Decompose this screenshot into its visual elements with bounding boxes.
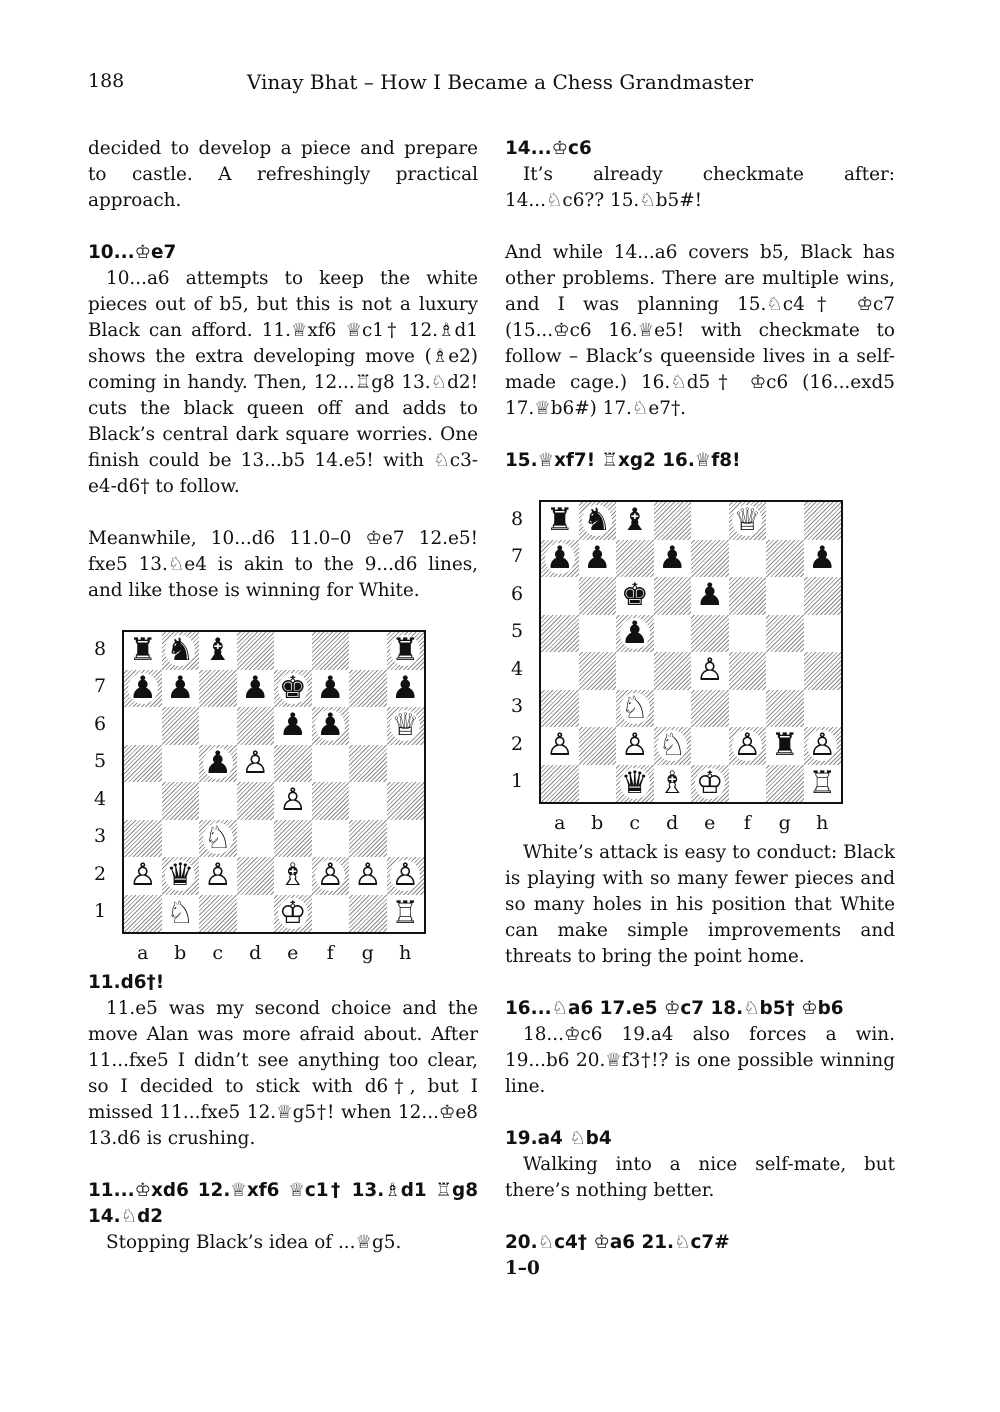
square-g3 [349, 820, 387, 858]
chess-piece-icon: ♟ [391, 669, 420, 706]
chess-piece-icon: ♝ [203, 632, 232, 669]
square-c5 [616, 615, 654, 653]
rank-label: 4 [511, 657, 524, 680]
rank-label: 8 [94, 637, 107, 660]
paragraph: Meanwhile, 10...d6 11.0–0 ♔e7 12.e5! fxe5 13.♘e4 is akin to the 9...d6 lines, and like those is winning for White. [88, 528, 478, 601]
square-d7 [654, 540, 692, 578]
square-f4 [729, 652, 767, 690]
square-h2 [804, 727, 842, 765]
rank-label: 8 [511, 507, 524, 530]
square-e7 [691, 540, 729, 578]
paragraph: Stopping Black’s idea of ...♕g5. [106, 1232, 402, 1253]
square-h1 [387, 895, 425, 933]
square-b5 [579, 615, 617, 653]
chess-piece-icon: ♟ [203, 744, 232, 781]
file-labels [541, 804, 843, 836]
square-a4 [541, 652, 579, 690]
chess-piece-icon: ♙ [808, 727, 837, 764]
square-c4 [199, 782, 237, 820]
file-label: f [326, 942, 334, 964]
square-g5 [349, 745, 387, 783]
square-h5 [804, 615, 842, 653]
rank-label: 7 [511, 545, 524, 568]
paragraph: White’s attack is easy to conduct: Black is playing with so many fewer pieces and so many holes in his position that White can make simple improvements and threats to bring the point home. [505, 842, 895, 967]
chess-piece-icon: ♞ [166, 632, 195, 669]
rank-label: 5 [94, 750, 107, 773]
chess-piece-icon: ♜ [770, 727, 799, 764]
square-a2 [124, 857, 162, 895]
square-c1 [616, 765, 654, 803]
square-d8 [237, 632, 275, 670]
square-f3 [312, 820, 350, 858]
square-g3 [766, 690, 804, 728]
square-c2 [199, 857, 237, 895]
square-e8 [274, 632, 312, 670]
square-c3 [199, 820, 237, 858]
square-c7 [616, 540, 654, 578]
square-b2 [579, 727, 617, 765]
square-g7 [349, 670, 387, 708]
rank-labels [88, 630, 122, 934]
square-a8 [541, 502, 579, 540]
square-b1 [579, 765, 617, 803]
square-e8 [691, 502, 729, 540]
file-label: c [212, 942, 224, 964]
square-b5 [162, 745, 200, 783]
rank-label: 1 [94, 900, 107, 923]
chess-piece-icon: ♛ [620, 764, 649, 801]
rank-label: 6 [511, 582, 524, 605]
square-c4 [616, 652, 654, 690]
move-heading: 15.♕xf7! ♖xg2 16.♕f8! [505, 450, 741, 471]
chess-piece-icon: ♜ [545, 502, 574, 539]
rank-label: 6 [94, 712, 107, 735]
chess-piece-icon: ♟ [166, 669, 195, 706]
square-a3 [124, 820, 162, 858]
file-label: h [399, 942, 412, 964]
square-h7 [804, 540, 842, 578]
page-number: 188 [88, 70, 125, 92]
square-e3 [274, 820, 312, 858]
rank-label: 3 [94, 825, 107, 848]
square-c6 [199, 707, 237, 745]
square-d6 [654, 577, 692, 615]
file-label: g [361, 942, 374, 964]
chess-piece-icon: ♜ [128, 632, 157, 669]
right-column [505, 136, 895, 1282]
square-b4 [579, 652, 617, 690]
rank-labels [505, 500, 539, 804]
rank-label: 2 [511, 732, 524, 755]
chess-piece-icon: ♝ [620, 502, 649, 539]
chess-piece-icon: ♙ [545, 727, 574, 764]
square-g4 [349, 782, 387, 820]
chess-piece-icon: ♙ [733, 727, 762, 764]
square-e4 [691, 652, 729, 690]
chess-piece-icon: ♚ [278, 669, 307, 706]
square-g4 [766, 652, 804, 690]
move-heading: 11...♔xd6 12.♕xf6 ♕c1† 13.♗d1 ♖g8 14.♘d2 [88, 1180, 478, 1227]
square-c3 [616, 690, 654, 728]
board-with-ranks [88, 630, 426, 934]
chess-piece-icon: ♘ [620, 689, 649, 726]
chess-piece-icon: ♖ [808, 764, 837, 801]
chess-piece-icon: ♘ [203, 819, 232, 856]
square-c8 [199, 632, 237, 670]
square-a7 [541, 540, 579, 578]
square-d4 [654, 652, 692, 690]
chess-piece-icon: ♛ [166, 857, 195, 894]
chess-piece-icon: ♔ [695, 764, 724, 801]
square-a1 [124, 895, 162, 933]
paragraph: Walking into a nice self-mate, but there’s nothing better. [505, 1154, 895, 1201]
square-f2 [312, 857, 350, 895]
chess-piece-icon: ♙ [620, 727, 649, 764]
square-g1 [349, 895, 387, 933]
chess-piece-icon: ♙ [391, 857, 420, 894]
file-label: e [704, 812, 716, 834]
square-c5 [199, 745, 237, 783]
move-heading: 19.a4 ♘b4 [505, 1128, 612, 1149]
square-e1 [274, 895, 312, 933]
square-a5 [541, 615, 579, 653]
move-heading: 10...♔e7 [88, 242, 177, 263]
square-e5 [691, 615, 729, 653]
square-b7 [579, 540, 617, 578]
file-label: b [174, 942, 187, 964]
square-c8 [616, 502, 654, 540]
chess-piece-icon: ♜ [391, 632, 420, 669]
square-b2 [162, 857, 200, 895]
chess-piece-icon: ♗ [658, 764, 687, 801]
square-c7 [199, 670, 237, 708]
chess-piece-icon: ♔ [278, 894, 307, 931]
square-c1 [199, 895, 237, 933]
file-label: d [666, 812, 679, 834]
board-with-ranks [505, 500, 843, 804]
chess-piece-icon: ♟ [316, 669, 345, 706]
chess-piece-icon: ♙ [316, 857, 345, 894]
square-e6 [691, 577, 729, 615]
chess-piece-icon: ♙ [353, 857, 382, 894]
paragraph: 10...a6 attempts to keep the white pieces out of b5, but this is not a luxury Black can afford. 11.♕xf6 ♕c1† 12.♗d1 shows the extra developing move (♗e2) coming in handy. Then, 12...♖g8 13.♘d2! cuts the black queen off and adds to Black’s central dark square worries. One finish could be 13...b5 14.e5! with ♘c3-e4-d6† to follow. [88, 268, 478, 497]
square-f6 [312, 707, 350, 745]
chess-piece-icon: ♙ [203, 857, 232, 894]
rank-label: 2 [94, 862, 107, 885]
square-d7 [237, 670, 275, 708]
square-b7 [162, 670, 200, 708]
square-d8 [654, 502, 692, 540]
file-label: d [249, 942, 262, 964]
square-e3 [691, 690, 729, 728]
square-e6 [274, 707, 312, 745]
file-label: a [554, 812, 566, 834]
square-g6 [766, 577, 804, 615]
square-e2 [691, 727, 729, 765]
square-h6 [387, 707, 425, 745]
square-a5 [124, 745, 162, 783]
square-b8 [162, 632, 200, 670]
square-f7 [312, 670, 350, 708]
rank-label: 5 [511, 620, 524, 643]
file-label: g [778, 812, 791, 834]
file-label: h [816, 812, 829, 834]
square-f2 [729, 727, 767, 765]
square-h4 [804, 652, 842, 690]
square-a3 [541, 690, 579, 728]
square-e2 [274, 857, 312, 895]
square-h5 [387, 745, 425, 783]
square-g7 [766, 540, 804, 578]
chess-diagram-2 [505, 500, 895, 836]
game-result: 1–0 [505, 1258, 540, 1279]
square-a1 [541, 765, 579, 803]
square-a8 [124, 632, 162, 670]
rank-label: 7 [94, 675, 107, 698]
square-a7 [124, 670, 162, 708]
chess-piece-icon: ♟ [808, 539, 837, 576]
square-d3 [237, 820, 275, 858]
paragraph: 11.e5 was my second choice and the move Alan was more afraid about. After 11...fxe5 I didn’t see anything too clear, so I decided to stick with d6†, but I missed 11...fxe5 12.♕g5†! when 12...♔e8 13.d6 is crushing. [88, 998, 478, 1149]
chess-piece-icon: ♟ [620, 614, 649, 651]
square-e5 [274, 745, 312, 783]
file-label: b [591, 812, 604, 834]
paragraph: 18...♔c6 19.a4 also forces a win. 19...b6 20.♕f3†!? is one possible winning line. [505, 1024, 895, 1097]
square-e4 [274, 782, 312, 820]
chess-piece-icon: ♚ [620, 577, 649, 614]
square-e1 [691, 765, 729, 803]
square-g2 [766, 727, 804, 765]
square-g2 [349, 857, 387, 895]
paragraph: decided to develop a piece and prepare to castle. A refreshingly practical approach. [88, 138, 478, 211]
move-heading: 20.♘c4† ♔a6 21.♘c7# [505, 1232, 730, 1253]
chess-piece-icon: ♟ [241, 669, 270, 706]
chess-piece-icon: ♞ [583, 502, 612, 539]
square-f1 [312, 895, 350, 933]
square-b3 [162, 820, 200, 858]
square-h3 [804, 690, 842, 728]
square-b3 [579, 690, 617, 728]
chess-piece-icon: ♖ [391, 894, 420, 931]
chess-diagram-1 [88, 630, 478, 966]
square-f1 [729, 765, 767, 803]
square-d2 [654, 727, 692, 765]
square-c6 [616, 577, 654, 615]
chess-board [539, 500, 843, 804]
chess-piece-icon: ♟ [695, 577, 724, 614]
chess-piece-icon: ♟ [658, 539, 687, 576]
square-b8 [579, 502, 617, 540]
square-d4 [237, 782, 275, 820]
square-a6 [541, 577, 579, 615]
square-c2 [616, 727, 654, 765]
chess-piece-icon: ♙ [128, 857, 157, 894]
square-d5 [654, 615, 692, 653]
chess-piece-icon: ♟ [316, 707, 345, 744]
square-a2 [541, 727, 579, 765]
chess-piece-icon: ♘ [658, 727, 687, 764]
chess-piece-icon: ♙ [695, 652, 724, 689]
square-f4 [312, 782, 350, 820]
square-g5 [766, 615, 804, 653]
square-e7 [274, 670, 312, 708]
square-h3 [387, 820, 425, 858]
square-g1 [766, 765, 804, 803]
file-label: a [137, 942, 149, 964]
file-label: c [629, 812, 641, 834]
square-b6 [579, 577, 617, 615]
square-g8 [766, 502, 804, 540]
running-head: Vinay Bhat – How I Became a Chess Grandmaster [246, 70, 754, 94]
square-d1 [237, 895, 275, 933]
square-d3 [654, 690, 692, 728]
move-heading: 14...♔c6 [505, 138, 592, 159]
square-f6 [729, 577, 767, 615]
chess-piece-icon: ♟ [278, 707, 307, 744]
paragraph: It’s already checkmate after: 14...♘c6?? 15.♘b5#! [505, 164, 895, 211]
square-d6 [237, 707, 275, 745]
square-d2 [237, 857, 275, 895]
square-h7 [387, 670, 425, 708]
file-label: f [743, 812, 751, 834]
rank-label: 3 [511, 695, 524, 718]
chess-piece-icon: ♕ [733, 502, 762, 539]
square-b6 [162, 707, 200, 745]
square-g6 [349, 707, 387, 745]
chess-piece-icon: ♘ [166, 894, 195, 931]
square-h1 [804, 765, 842, 803]
rank-label: 4 [94, 787, 107, 810]
rank-label: 1 [511, 770, 524, 793]
square-f8 [312, 632, 350, 670]
file-labels [124, 934, 426, 966]
square-a6 [124, 707, 162, 745]
square-d5 [237, 745, 275, 783]
square-f5 [729, 615, 767, 653]
square-f3 [729, 690, 767, 728]
file-label: e [287, 942, 299, 964]
square-a4 [124, 782, 162, 820]
square-h4 [387, 782, 425, 820]
square-b1 [162, 895, 200, 933]
paragraph: And while 14...a6 covers b5, Black has other problems. There are multiple wins, and I was planning 15.♘c4† ♔c7 (15...♔c6 16.♕e5! with checkmate to follow – Black’s queenside lives in a self-made cage.) 16.♘d5† ♔c6 (16...exd5 17.♕b6#) 17.♘e7†. [505, 242, 895, 419]
chess-board [122, 630, 426, 934]
move-heading: 16...♘a6 17.e5 ♔c7 18.♘b5† ♔b6 [505, 998, 844, 1019]
square-d1 [654, 765, 692, 803]
move-heading: 11.d6†! [88, 972, 165, 993]
chess-piece-icon: ♕ [391, 707, 420, 744]
left-column [88, 136, 478, 1256]
square-h6 [804, 577, 842, 615]
chess-piece-icon: ♟ [128, 669, 157, 706]
chess-piece-icon: ♟ [545, 539, 574, 576]
square-f5 [312, 745, 350, 783]
square-b4 [162, 782, 200, 820]
chess-piece-icon: ♗ [278, 857, 307, 894]
square-h8 [804, 502, 842, 540]
square-f8 [729, 502, 767, 540]
square-h8 [387, 632, 425, 670]
square-h2 [387, 857, 425, 895]
chess-piece-icon: ♟ [583, 539, 612, 576]
square-f7 [729, 540, 767, 578]
chess-piece-icon: ♙ [241, 744, 270, 781]
chess-piece-icon: ♙ [278, 782, 307, 819]
square-g8 [349, 632, 387, 670]
